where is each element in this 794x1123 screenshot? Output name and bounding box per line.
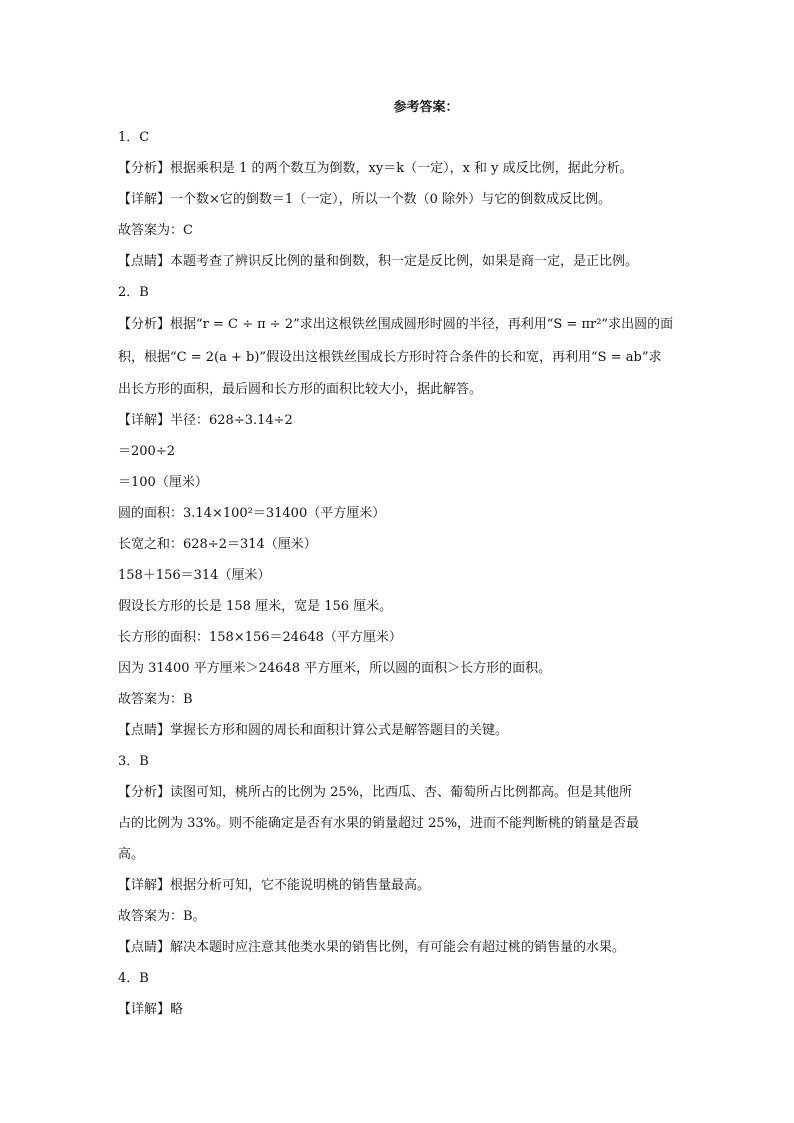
result-2: 故答案为：B <box>118 692 193 707</box>
comment-3: 【点睛】解决本题时应注意其他类水果的销售比例，有可能会有超过桃的销售量的水果。 <box>118 940 626 955</box>
detail-1: 【详解】一个数×它的倒数＝1（一定），所以一个数（0 除外）与它的倒数成反比例。 <box>118 192 612 207</box>
analysis-2-line-2: 积，根据“C = 2(a + b)”假设出这根铁丝围成长方形时符合条件的长和宽，再利用“S = ab”求 <box>118 350 662 365</box>
answer-number-1: 1．C <box>118 130 150 145</box>
detail-2-line-3: ＝100（厘米） <box>118 475 208 490</box>
detail-4: 【详解】略 <box>118 1002 184 1017</box>
answer-number-4: 4．B <box>118 971 149 986</box>
result-1: 故答案为：C <box>118 223 193 238</box>
analysis-3-line-1: 【分析】读图可知，桃所占的比例为 25%，比西瓜、杏、葡萄所占比例都高。但是其他所 <box>118 785 633 800</box>
detail-3: 【详解】根据分析可知，它不能说明桃的销售量最高。 <box>118 878 431 893</box>
answer-number-2: 2．B <box>118 285 149 300</box>
page-title: 参考答案： <box>393 100 459 115</box>
analysis-3-line-2: 占的比例为 33%。则不能确定是否有水果的销量超过 25%，进而不能判断桃的销量是否最 <box>118 816 640 831</box>
comment-1: 【点睛】本题考查了辨识反比例的量和倒数，积一定是反比例，如果是商一定，是正比例。 <box>118 254 639 269</box>
analysis-3-line-3: 高。 <box>118 847 145 862</box>
analysis-2-line-1: 【分析】根据“r = C ÷ π ÷ 2”求出这根铁丝围成圆形时圆的半径，再利用“S = πr²”求出圆的面 <box>118 317 674 332</box>
analysis-2-line-3: 出长方形的面积，最后圆和长方形的面积比较大小，据此解答。 <box>118 382 483 397</box>
answer-body <box>118 122 734 1025</box>
detail-2-line-1: 【详解】半径：628÷3.14÷2 <box>118 413 293 428</box>
detail-2-line-9: 因为 31400 平方厘米＞24648 平方厘米，所以圆的面积＞长方形的面积。 <box>118 661 552 676</box>
detail-2-line-4: 圆的面积：3.14×100²＝31400（平方厘米） <box>118 506 386 521</box>
result-3: 故答案为：B。 <box>118 909 206 924</box>
comment-2: 【点睛】掌握长方形和圆的周长和面积计算公式是解答题目的关键。 <box>118 723 509 738</box>
detail-2-line-2: ＝200÷2 <box>118 444 175 459</box>
analysis-1: 【分析】根据乘积是 1 的两个数互为倒数，xy＝k（一定），x 和 y 成反比例，据此分析。 <box>118 161 633 176</box>
answer-number-3: 3．B <box>118 754 149 769</box>
detail-2-line-7: 假设长方形的长是 158 厘米，宽是 156 厘米。 <box>118 599 393 614</box>
detail-2-line-5: 长宽之和：628÷2＝314（厘米） <box>118 537 317 552</box>
detail-2-line-6: 158＋156＝314（厘米） <box>118 568 271 583</box>
detail-2-line-8: 长方形的面积：158×156＝24648（平方厘米） <box>118 630 402 645</box>
